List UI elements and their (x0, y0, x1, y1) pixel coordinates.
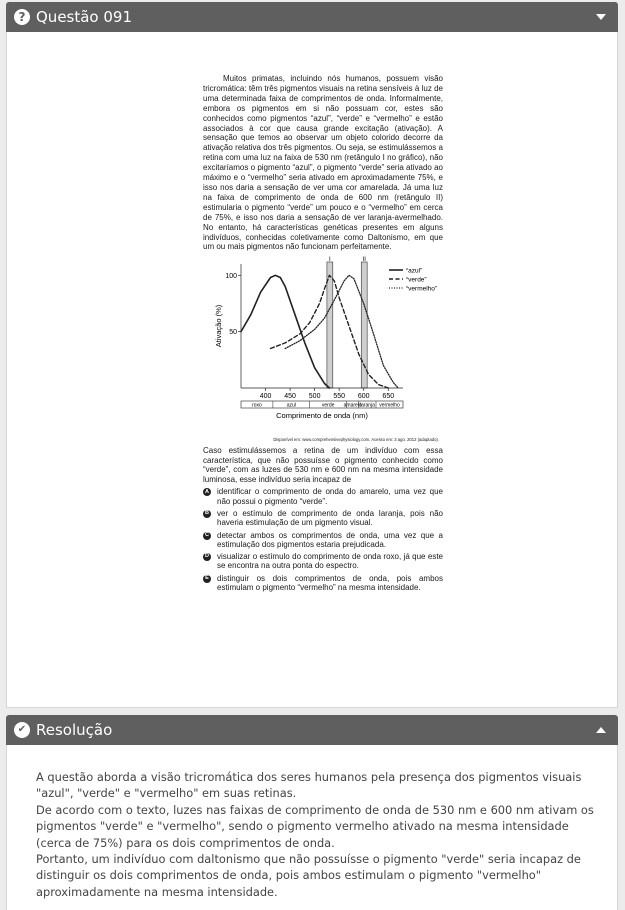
x-tick-label: 650 (382, 393, 395, 401)
option-letter-badge: A (203, 488, 211, 496)
option-text: ver o estímulo de comprimento de onda laranja, pois não haveria estimulação de um pigmento visual. (217, 508, 443, 528)
color-band-label: laranja (359, 402, 375, 409)
color-band-label: roxo (252, 402, 262, 409)
x-tick-label: 400 (259, 393, 272, 401)
answer-option-a[interactable] (203, 487, 443, 506)
x-tick-label: 600 (357, 393, 370, 401)
chevron-down-icon[interactable] (596, 14, 606, 20)
resolution-panel-header[interactable] (6, 715, 618, 745)
check-circle-icon: ✔ (14, 722, 30, 738)
y-tick-label: 100 (225, 273, 237, 281)
option-letter-badge: D (203, 553, 211, 561)
legend-label: “vermelho” (406, 285, 438, 293)
question-source: Disponível em: www.comprehensivephysiology.com. Acesso em: 3 ago. 2012 (adaptado). (273, 437, 439, 443)
activation-chart (203, 256, 443, 436)
x-axis-label: Comprimento de onda (nm) (276, 411, 368, 421)
option-letter-badge: C (203, 532, 211, 540)
answer-option-c[interactable] (203, 531, 443, 550)
activation-chart-svg (203, 256, 443, 436)
x-tick-label: 450 (284, 393, 296, 401)
answer-option-e[interactable] (203, 574, 443, 593)
option-text: identificar o comprimento de onda do amarelo, uma vez que não possui o pigmento “verde”. (217, 487, 443, 506)
answer-options (203, 487, 443, 592)
option-text: visualizar o estímulo do comprimento de onda roxo, já que este se encontra na outra ponta do espectro. (217, 552, 443, 571)
option-text: detectar ambos os comprimentos de onda, uma vez que a estimulação dos pigmentos estaria prejudicada. (217, 530, 443, 549)
legend-label: “verde” (406, 276, 427, 284)
answer-option-d[interactable] (203, 552, 443, 571)
option-letter-badge: E (203, 575, 211, 583)
resolution-paragraph: Portanto, um indivíduo com daltonismo que não possuísse o pigmento "verde" seria incapaz de distinguir os dois comprimentos de onda, pois ambos estimulam o pigmento "vermelho" aproximadamente na mesma intensidade. (36, 852, 581, 899)
question-title: Questão 091 (36, 8, 133, 26)
question-panel-header[interactable] (6, 2, 618, 32)
resolution-text (36, 769, 596, 900)
highlight-band-label: I (329, 257, 331, 264)
highlight-band-rect (361, 262, 367, 388)
resolution-title: Resolução (36, 721, 113, 739)
color-band-label: amarelo (343, 402, 362, 409)
question-stem: Caso estimulássemos a retina de um indivíduo com essa característica, que não possuísse o pigmento conhecido como “verde”, com as luzes de 530 nm e 600 nm na mesma intensidade luminosa, esse indivíduo seria incapaz de (203, 446, 443, 484)
question-circle-icon: ? (14, 9, 30, 25)
series-line-0 (241, 276, 329, 389)
chevron-up-icon[interactable] (596, 727, 606, 733)
answer-option-b[interactable] (203, 509, 443, 528)
option-text: distinguir os dois comprimentos de onda, pois ambos estimulam o pigmento “vermelho” na mesma intensidade. (217, 573, 443, 592)
legend-label: “azul” (406, 267, 423, 275)
x-tick-label: 550 (333, 393, 346, 401)
resolution-paragraph: A questão aborda a visão tricromática dos seres humanos pela presença dos pigmentos visuais "azul", "verde" e "vermelho" em suas retinas. (36, 770, 582, 801)
y-axis-label: Ativação (%) (214, 305, 223, 348)
option-letter-badge: B (203, 510, 211, 518)
resolution-paragraph: De acordo com o texto, luzes nas faixas de comprimento de onda de 530 nm e 600 nm ativam os pigmentos "verde" e "vermelho", sendo o pigmento vermelho ativado na mesma intensidade (cerca de 75%) para os dois comprimentos de onda. (36, 802, 594, 850)
x-tick-label: 500 (308, 393, 321, 401)
color-band-label: verde (321, 402, 335, 409)
y-tick-label: 50 (229, 329, 237, 337)
color-band-label: azul (286, 402, 296, 409)
color-band-label: vermelho (379, 402, 400, 409)
highlight-band-label: II (362, 257, 366, 264)
question-intro-text: Muitos primatas, incluindo nós humanos, possuem visão tricromática: têm três pigmentos visuais na retina sensíveis à luz de uma determinada faixa de comprimentos de onda. Informalmente, embora os pigmentos em si não possuam cor, estes são conhecidos como pigmentos “azul”, “verde” e “vermelho” e estão associados à cor que causa grande excitação (ativação). A sensação que temos ao observar um objeto colorido decorre da ativação relativa dos três pigmentos. Ou seja, se estimulássemos a retina com uma luz na faixa de 530 nm (retângulo I no gráfico), não excitaríamos o pigmento “azul”, o pigmento “verde” seria ativado ao máximo e o “vermelho” seria ativado em aproximadamente 75%, e isso nos daria a sensação de ver uma cor amarelada. Já uma luz na faixa de comprimento de onda de 600 nm (retângulo II) estimularia o pigmento “verde” um pouco e o “vermelho” em cerca de 75%, e isso nos daria a sensação de ver laranja-avermelhado. No entanto, há características genéticas presentes em alguns indivíduos, conhecidas coletivamente como Daltonismo, em que um ou mais pigmentos não funcionam perfeitamente. (203, 74, 443, 252)
question-image (203, 74, 443, 592)
question-panel-body (6, 32, 618, 708)
